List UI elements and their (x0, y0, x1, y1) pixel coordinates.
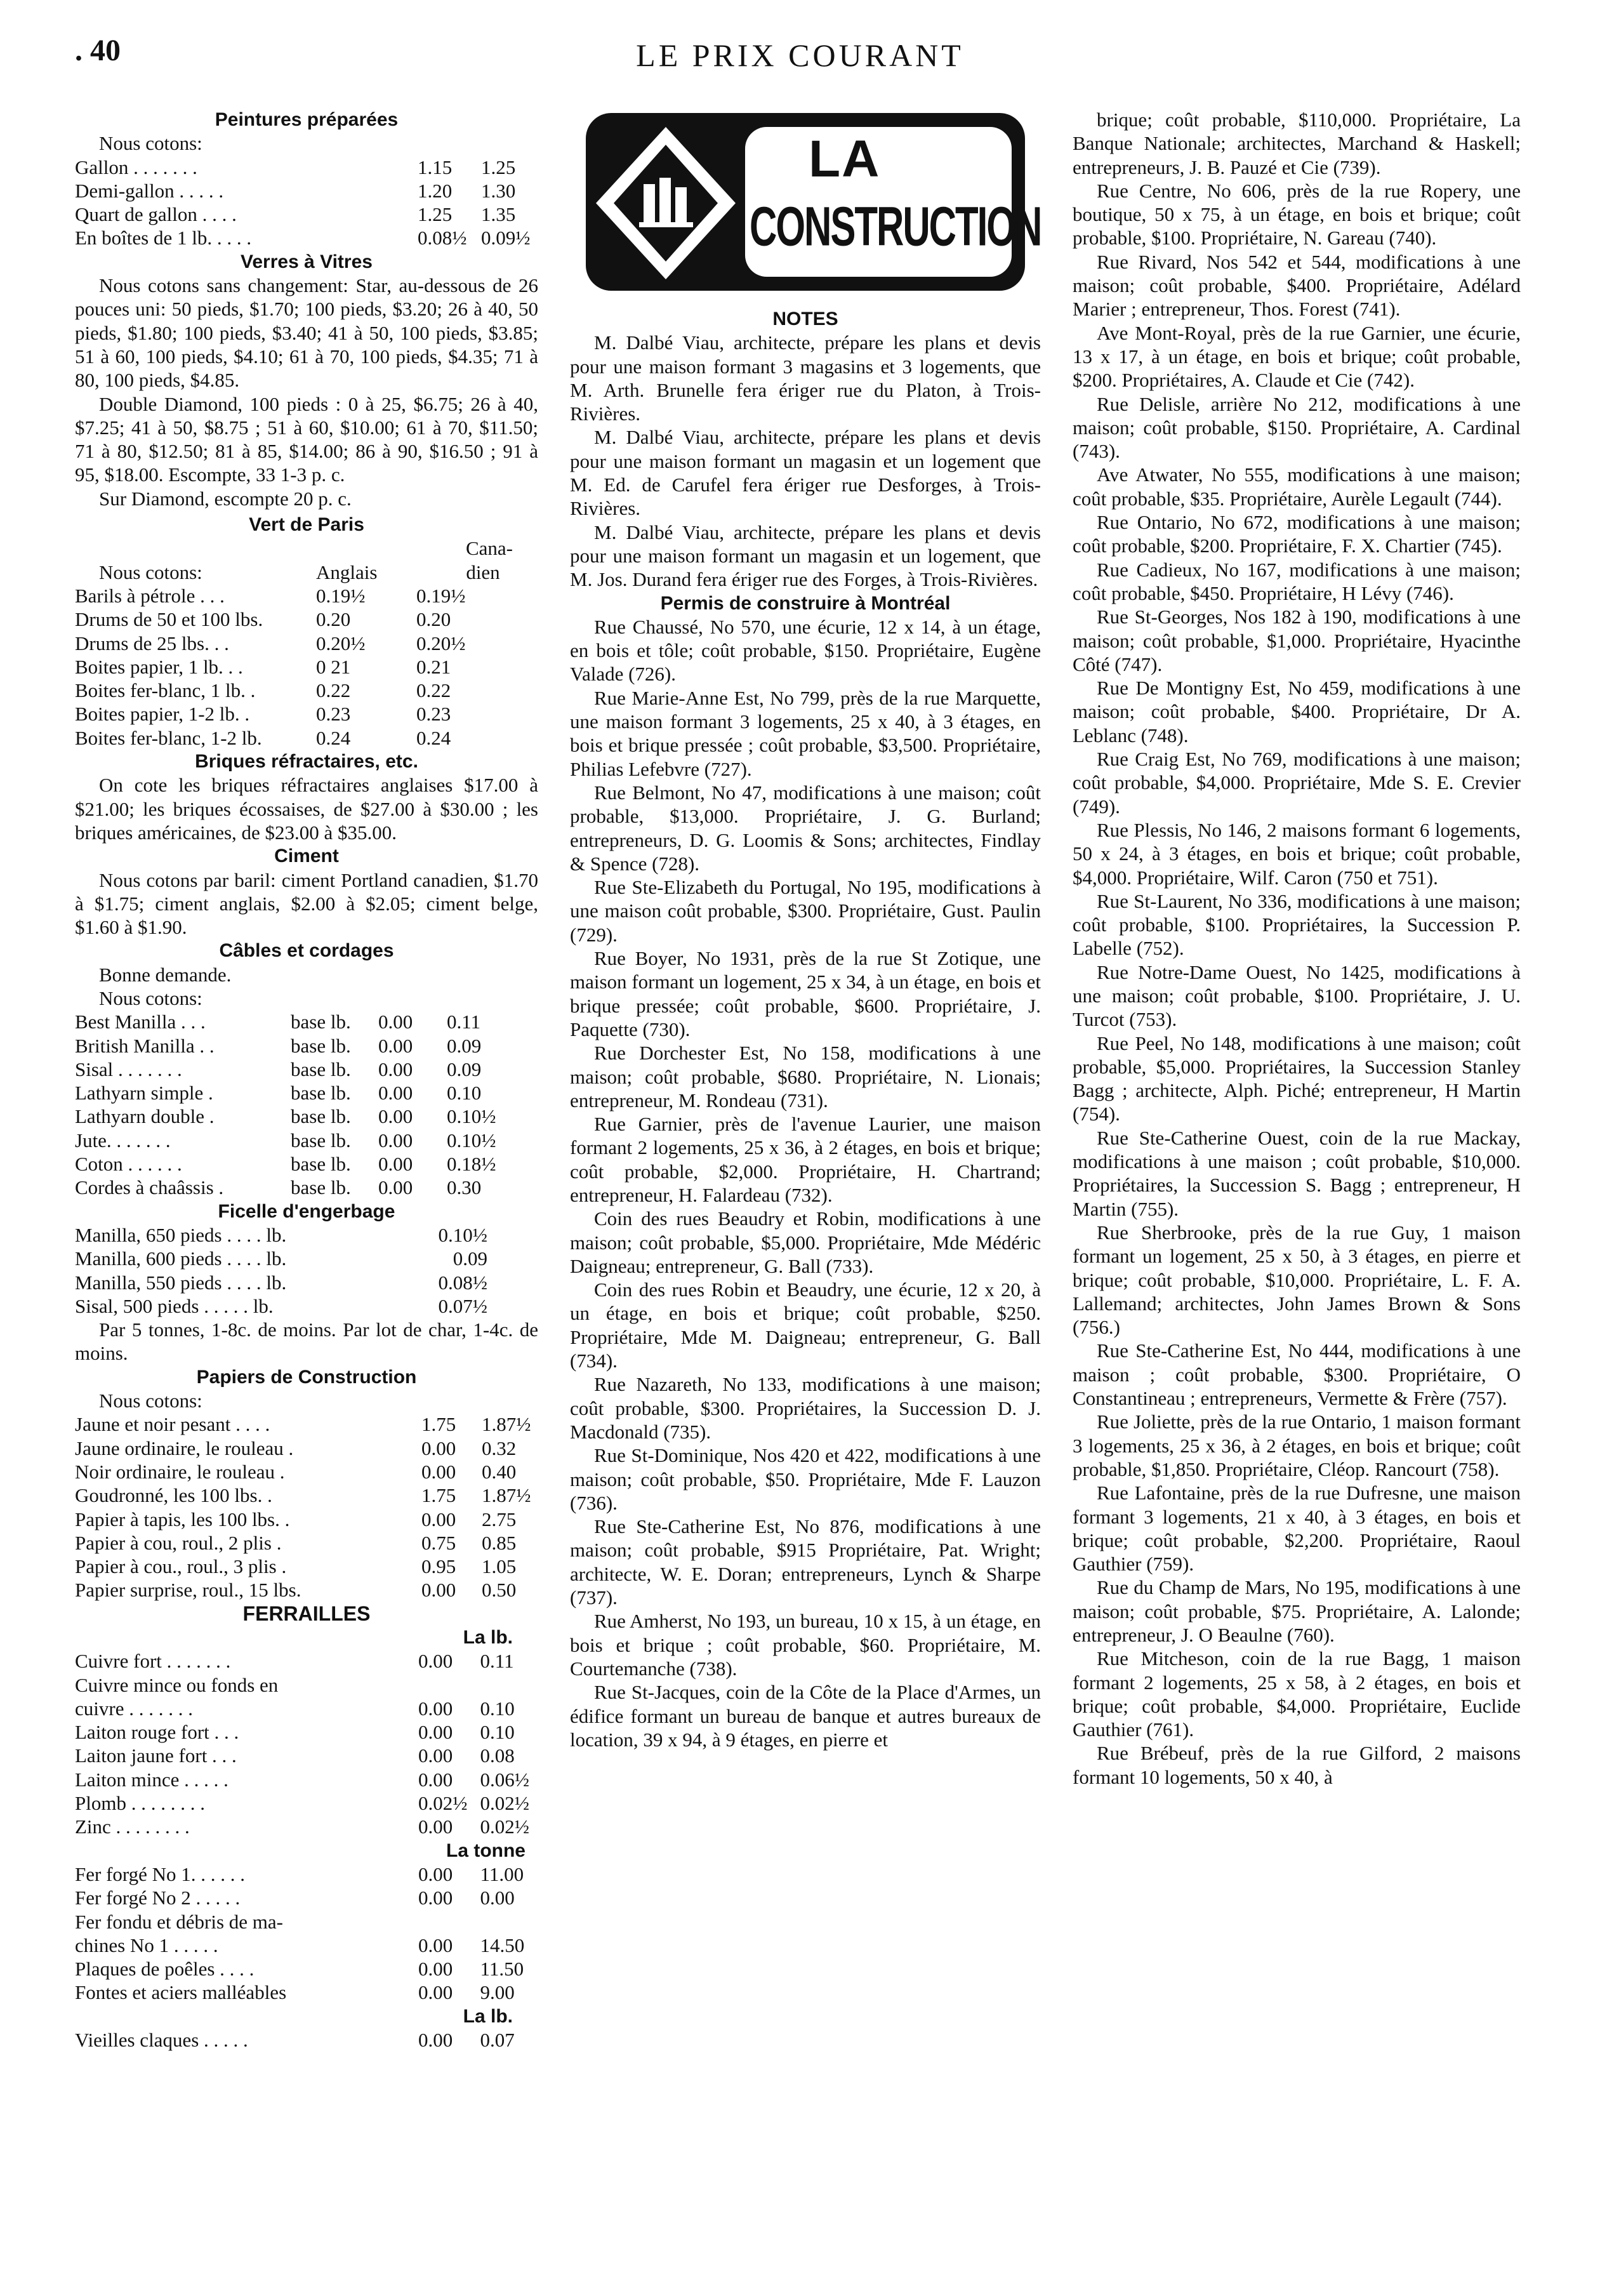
paragraph-group (570, 615, 1041, 1751)
row-value: 1.05 (482, 1555, 517, 1578)
table-row (75, 1862, 538, 1886)
table-row (75, 1886, 538, 1909)
row-label: Laiton rouge fort . . . (75, 1721, 239, 1744)
page-title: LE PRIX COURANT (636, 37, 964, 73)
paragraph: Coin des rues Robin et Beaudry, une écurie, 12 x 20, à un étage, en bois et brique; coût probable, $250. Propriétaire, Mde M. Daigneau; entrepreneur, G. Ball (734). (570, 1278, 1041, 1372)
row-label: Cordes à chaâssis . (75, 1176, 224, 1199)
row-label: Demi-gallon . . . . . (75, 179, 224, 202)
row-value: 0.00 (418, 2029, 453, 2052)
row-label: chines No 1 . . . . . (75, 1934, 218, 1956)
row-value (414, 1910, 477, 1934)
paragraph: Ave Mont-Royal, près de la rue Garnier, une écurie, 13 x 17, à un étage, en bois et brique; coût probable, $200. Propriétaires, A. Claude et Cie (742). (1073, 321, 1521, 392)
table-row (75, 1223, 538, 1247)
row-value: 0.21 (416, 655, 451, 678)
paragraph: Rue Joliette, près de la rue Ontario, 1 maison formant 3 logements, 25 x 36, à 2 étages, en bois et brique; coût probable, $1,850. Propriétaire, Cléop. Rancourt (758). (1073, 1410, 1521, 1480)
paragraph: Rue Rivard, Nos 542 et 544, modifications à une maison; coût probable, $400. Propriétaire, Adélard Marier ; entrepreneur, Thos. Forest (741). (1073, 250, 1521, 321)
row-value: 0.20 (316, 608, 351, 631)
paragraph: Rue Marie-Anne Est, No 799, près de la rue Marquette, une maison formant 3 logements, 25 x 40, à 3 étages, en bois et brique pressée ; coût probable, $3,500. Propriétaire, Philias Lefebvre (727). (570, 686, 1041, 780)
paragraph: Rue Nazareth, No 133, modifications à une maison; coût probable, $300. Propriétaires, la Succession D. J. Macdonald (735). (570, 1373, 1041, 1443)
paragraph: Rue St-Dominique, Nos 420 et 422, modifications à une maison; coût probable, $50. Propriétaire, Mde F. Lauzon (736). (570, 1444, 1041, 1514)
paragraph: Rue Craig Est, No 769, modifications à une maison; coût probable, $4,000. Propriétaire, Mde S. E. Crevier (749). (1073, 748, 1521, 818)
table-row (75, 1697, 538, 1720)
table-row (75, 1981, 538, 2004)
la-construction-logo (583, 108, 1041, 298)
row-value: 0.00 (378, 1034, 413, 1057)
row-value: 0.00 (418, 1650, 453, 1673)
row-label: Barils à pétrole . . . (75, 584, 225, 607)
row-unit: base lb. (291, 1058, 351, 1080)
row-unit: base lb. (291, 1153, 351, 1176)
row-unit: base lb. (291, 1034, 351, 1057)
row-value: 0.00 (421, 1437, 456, 1459)
row-unit: base lb. (291, 1011, 351, 1033)
row-value: 1.15 (418, 156, 453, 178)
paragraph: Rue St-Jacques, coin de la Côte de la Place d'Armes, un édifice formant un bureau de banque et autres bureaux de location, 39 x 94, à 9 étages, en pierre et (570, 1681, 1041, 1751)
row-label: Laiton jaune fort . . . (75, 1744, 237, 1767)
row-label: Coton . . . . . . (75, 1153, 182, 1176)
table-row (75, 1744, 538, 1767)
section-intro: Nous cotons: (99, 132, 202, 155)
row-value: 0.09 (447, 1058, 482, 1080)
row-label: Noir ordinaire, le rouleau . (75, 1460, 285, 1483)
row-value (477, 1910, 539, 1934)
paragraph: Rue Ste-Catherine Ouest, coin de la rue Mackay, modifications à une maison ; coût probable, $10,000. Propriétaires, la Succession S. Bagg ; entrepreneur, H Martin (755). (1073, 1126, 1521, 1220)
row-label: Jaune ordinaire, le rouleau . (75, 1437, 294, 1459)
row-label: Jute. . . . . . . (75, 1129, 171, 1151)
paragraph: Rue Ontario, No 672, modifications à une maison; coût probable, $200. Propriétaire, F. X. Chartier (745). (1073, 511, 1521, 557)
table-row (75, 726, 538, 750)
unit-label: La tonne (446, 1840, 526, 1861)
paragraph: On cote les briques réfractaires anglaises $17.00 à $21.00; les briques écossaises, de $27.00 à $30.00 ; les briques américaines, de $23.00 à $35.00. (75, 774, 538, 844)
paragraph: Rue Brébeuf, près de la rue Gilford, 2 maisons formant 10 logements, 50 x 40, à (1073, 1742, 1521, 1788)
section-heading: Briques réfractaires, etc. (195, 751, 418, 773)
table-row (75, 1720, 538, 1744)
row-label: cuivre . . . . . . . (75, 1697, 193, 1720)
row-value: 11.50 (480, 1958, 524, 1981)
table-row (75, 1649, 538, 1673)
row-value: 0.00 (418, 1768, 453, 1791)
row-label: Manilla, 650 pieds . . . . lb. (75, 1223, 287, 1246)
paragraph: Rue Boyer, No 1931, près de la rue St Zotique, une maison formant un logement, 25 x 34, à un étage, en bois et brique pressée; coût probable, $600. Propriétaire, J. Paquette (730). (570, 947, 1041, 1040)
paragraph: M. Dalbé Viau, architecte, prépare les plans et devis pour une maison formant un magasin et un logement que M. Ed. de Carufel fera ériger rue Desforges, à Trois-Rivières. (570, 426, 1041, 520)
row-value: 0.23 (316, 703, 351, 726)
row-value: 0.22 (416, 679, 451, 702)
paragraph: Sur Diamond, escompte 20 p. c. (99, 487, 352, 510)
price-table (75, 1649, 538, 1838)
table-row (75, 1247, 538, 1270)
row-value: 14.50 (480, 1934, 525, 1956)
row-value: 0.23 (416, 703, 451, 726)
row-value: 0.19½ (416, 584, 466, 607)
row-label: Zinc . . . . . . . . (75, 1815, 190, 1838)
row-value: 0.10 (447, 1082, 482, 1105)
section-heading: Ficelle d'engerbage (218, 1200, 395, 1222)
table-row (75, 226, 538, 249)
table-row (75, 679, 538, 702)
row-label: Papier à tapis, les 100 lbs. . (75, 1508, 290, 1530)
column-prices (75, 108, 538, 2052)
table-row (75, 1412, 538, 1436)
table-row (75, 1815, 538, 1838)
table-row (75, 179, 538, 202)
table-row (75, 632, 538, 655)
paragraph: Rue De Montigny Est, No 459, modifications à une maison; coût probable, $400. Propriétaire, Dr A. Leblanc (748). (1073, 677, 1521, 747)
unit-label: La lb. (463, 2005, 513, 2027)
row-value: 0.00 (378, 1058, 413, 1080)
paragraph: Rue Cadieux, No 167, modifications à une maison; coût probable, $450. Propriétaire, H Lévy (746). (1073, 558, 1521, 604)
paragraph: Rue Lafontaine, près de la rue Dufresne, une maison formant 3 logements, 21 x 40, à 3 étages, en bois et brique; coût probable, $2,200. Propriétaire, Raoul Gauthier (759). (1073, 1482, 1521, 1576)
table-row (75, 1934, 538, 1957)
paragraph: Rue Mitcheson, coin de la rue Bagg, 1 maison formant 2 logements, 25 x 58, à 2 étages, en bois et brique; coût probable, $4,000. Propriétaire, Euclide Gauthier (761). (1073, 1647, 1521, 1741)
column-permits-continued (1073, 108, 1521, 1789)
row-value (477, 1673, 539, 1697)
row-value: 0.00 (378, 1011, 413, 1033)
paragraph: Rue Notre-Dame Ouest, No 1425, modifications à une maison; coût probable, $100. Propriétaire, J. U. Turcot (753). (1073, 960, 1521, 1031)
table-row (75, 1768, 538, 1791)
row-value: 0.00 (418, 1981, 453, 2004)
row-value: 0.20½ (316, 632, 366, 654)
row-value: 0.00 (378, 1105, 413, 1128)
logo-text-construction: CONSTRUCTION (750, 196, 1041, 258)
row-label: Lathyarn simple . (75, 1082, 213, 1105)
table-row (75, 584, 538, 607)
row-label: Sisal, 500 pieds . . . . . lb. (75, 1294, 274, 1317)
row-label: Plaques de poêles . . . . (75, 1958, 255, 1981)
table-row (75, 1791, 538, 1815)
paragraph: M. Dalbé Viau, architecte, prépare les plans et devis pour une maison formant un magasin et un logement, que M. Jos. Durand fera ériger rue des Forges, à Trois-Rivières. (570, 521, 1041, 591)
row-label: Lathyarn double . (75, 1105, 215, 1128)
row-label: Boites papier, 1-2 lb. . (75, 703, 250, 726)
row-value: 0.11 (447, 1011, 481, 1033)
table-row (75, 1271, 538, 1294)
section-heading: Peintures préparées (215, 109, 399, 130)
row-value: 0.09½ (481, 227, 531, 249)
row-label: Drums de 50 et 100 lbs. (75, 608, 263, 631)
table-header: Nous cotons: Anglais dien (99, 561, 500, 583)
row-value: 0.09 (453, 1247, 487, 1270)
page-number: . 40 (75, 34, 121, 67)
paragraph: Rue St-Laurent, No 336, modifications à une maison; coût probable, $100. Propriétaires, la Succession P. Labelle (752). (1073, 889, 1521, 960)
row-value: 0.07½ (438, 1294, 487, 1317)
paragraph: Rue Peel, No 148, modifications à une maison; coût probable, $5,000. Propriétaires, la Succession Stanley Bagg ; architecte, Alph. Piché; entrepreneur, H Martin (754). (1073, 1032, 1521, 1125)
paragraph: Rue Ste-Catherine Est, No 444, modifications à une maison ; coût probable, $300. Propriétaire, O Constantineau ; entrepreneurs, Vermette & Frère (757). (1073, 1339, 1521, 1410)
row-value: 0.09 (447, 1034, 482, 1057)
row-label: Sisal . . . . . . . (75, 1058, 182, 1080)
row-value: 0.02½ (480, 1815, 529, 1838)
paragraph: M. Dalbé Viau, architecte, prépare les plans et devis pour une maison formant 3 magasins et 3 logements, que M. Arth. Brunelle fera ériger rue du Platon, à Trois-Rivières. (570, 331, 1041, 425)
row-value: 0.11 (480, 1650, 514, 1673)
row-unit: base lb. (291, 1176, 351, 1199)
row-label: Laiton mince . . . . . (75, 1768, 228, 1791)
row-label: Goudronné, les 100 lbs. . (75, 1484, 272, 1507)
section-heading: Câbles et cordages (219, 940, 394, 962)
table-row (75, 1910, 538, 1934)
section-heading: Papiers de Construction (196, 1366, 417, 1388)
row-label: Plomb . . . . . . . . (75, 1792, 205, 1815)
row-value: 0.20½ (416, 632, 466, 654)
section-heading: Verres à Vitres (241, 251, 373, 272)
row-value: 0.40 (482, 1460, 517, 1483)
table-row (75, 1460, 538, 1483)
paragraph: brique; coût probable, $110,000. Propriétaire, La Banque Nationale; architectes, Marchand & Haskell; entrepreneurs, J. B. Pauzé et Cie (739). (1073, 109, 1521, 178)
paragraph: Rue Delisle, arrière No 212, modifications à une maison; coût probable, $150. Propriétaire, A. Cardinal (743). (1073, 392, 1521, 463)
price-table (75, 156, 538, 250)
row-value: 0.00 (418, 1958, 453, 1981)
column-notes (570, 108, 1041, 1751)
row-label: Gallon . . . . . . . (75, 156, 197, 178)
row-value: 0.00 (378, 1129, 413, 1151)
row-value: 1.25 (481, 156, 516, 178)
table-row (75, 1531, 538, 1555)
row-value: 1.75 (421, 1413, 456, 1436)
row-value: 0.75 (421, 1531, 456, 1554)
table-row (75, 1081, 538, 1105)
table-header: Cana- (465, 537, 513, 560)
row-label: Cuivre fort . . . . . . . (75, 1650, 231, 1673)
row-value: 0.19½ (316, 584, 366, 607)
row-label: Vieilles claques . . . . . (75, 2029, 248, 2052)
section-heading: Ciment (274, 846, 339, 867)
row-value: 0.00 (378, 1176, 413, 1199)
table-row (75, 1034, 538, 1058)
row-value: 0.08½ (418, 227, 467, 249)
row-value: 0.10½ (438, 1223, 487, 1246)
paragraph: Rue Ste-Elizabeth du Portugal, No 195, modifications à une maison coût probable, $300. Propriétaire, Gust. Paulin (729). (570, 876, 1041, 946)
row-label: Papier à cou, roul., 2 plis . (75, 1531, 282, 1554)
row-label: Fer forgé No 2 . . . . . (75, 1887, 241, 1909)
row-value (414, 1673, 477, 1697)
paragraph: Rue Plessis, No 146, 2 maisons formant 6 logements, 50 x 24, à 3 étages, en bois et brique; coût probable, $4,000. Propriétaire, Wilf. Caron (750 et 751). (1073, 818, 1521, 889)
price-table (75, 1862, 538, 2005)
row-label: Jaune et noir pesant . . . . (75, 1413, 270, 1436)
paragraph: Rue St-Georges, Nos 182 à 190, modifications à une maison; coût probable, $1,000. Propriétaire, Hyacinthe Côté (747). (1073, 606, 1521, 675)
paragraph: Rue Garnier, près de l'avenue Laurier, une maison formant 2 logements, 25 x 36, à 2 étages, en bois et brique; coût probable, $2,000. Propriétaire, H. Chartrand; entrepreneur, H. Falardeau (732). (570, 1113, 1041, 1206)
table-row (75, 607, 538, 631)
row-value: 9.00 (480, 1981, 515, 2004)
row-label: Boites fer-blanc, 1 lb. . (75, 679, 256, 702)
section-intro: Bonne demande. (99, 963, 232, 986)
section-intro: Nous cotons: (99, 986, 202, 1009)
row-unit: base lb. (291, 1082, 351, 1105)
section-heading: NOTES (772, 309, 838, 329)
row-label: Manilla, 550 pieds . . . . lb. (75, 1271, 287, 1294)
row-value: 0.30 (447, 1176, 482, 1199)
table-row (75, 1483, 538, 1507)
row-label: En boîtes de 1 lb. . . . . (75, 227, 252, 249)
table-row (75, 1957, 538, 1981)
row-value: 1.75 (421, 1484, 456, 1507)
row-value: 0.00 (421, 1579, 456, 1602)
row-value: 0.20 (416, 608, 451, 631)
table-row (75, 1673, 538, 1697)
row-value: 0.07 (480, 2029, 515, 2052)
paragraph: Rue Centre, No 606, près de la rue Ropery, une boutique, 50 x 75, à un étage, en bois et brique; coût probable, $100. Propriétaire, N. Gareau (740). (1073, 179, 1521, 249)
paragraph: Nous cotons sans changement: Star, au-dessous de 26 pouces uni: 50 pieds, $1.70; 100 pieds, $3.20; 26 à 40, 50 pieds, $1.80; 100 pieds, $3.40; 41 à 50, 100 pieds, $3.85; 51 à 60, 100 pieds, $4.10; 61 à 70, 100 pieds, $4.35; 71 à 80, 100 pieds, $4.85. (75, 274, 538, 392)
paragraph: Rue Dorchester Est, No 158, modifications à une maison; coût probable, $680. Propriétaire, N. Lionais; entrepreneur, M. Rondeau (731). (570, 1042, 1041, 1112)
table-row (75, 1058, 538, 1081)
row-value: 0.95 (421, 1555, 456, 1578)
row-value: 0.00 (418, 1697, 453, 1720)
paragraph: Double Diamond, 100 pieds : 0 à 25, $6.75; 26 à 40, $7.25; 41 à 50, $8.75 ; 51 à 60, $10.00; 61 à 70, $11.50; 71 à 80, $12.50; 81 à 85, $14.00; 86 à 90, $16.50 ; 91 à 95, $18.00. Escompte, 33 1-3 p. c. (75, 392, 538, 486)
row-label: Manilla, 600 pieds . . . . lb. (75, 1247, 287, 1270)
paragraph: Rue Amherst, No 193, un bureau, 10 x 15, à un étage, en bois et brique ; coût probable, $60. Propriétaire, M. Courtemanche (738). (570, 1610, 1041, 1680)
row-value: 0.18½ (447, 1153, 496, 1176)
row-value: 0.00 (418, 1744, 453, 1767)
row-value: 0.00 (421, 1508, 456, 1530)
row-label: Fer forgé No 1. . . . . . (75, 1862, 246, 1885)
table-row (75, 2028, 538, 2052)
table-row (75, 702, 538, 726)
row-value: 0.00 (418, 1721, 453, 1744)
row-value: 1.20 (418, 179, 453, 202)
row-value: 2.75 (482, 1508, 517, 1530)
row-label: Quart de gallon . . . . (75, 203, 237, 226)
table-row (75, 1508, 538, 1531)
row-unit: base lb. (291, 1129, 351, 1151)
price-table (75, 584, 538, 750)
row-value: 0.50 (482, 1579, 517, 1602)
row-value: 0.02½ (418, 1792, 468, 1815)
table-row (75, 1129, 538, 1152)
row-label: British Manilla . . (75, 1034, 215, 1057)
row-label: Cuivre mince ou fonds en (75, 1673, 279, 1696)
row-value: 0.10½ (447, 1105, 496, 1128)
table-row (75, 1010, 538, 1033)
row-value: 0.10½ (447, 1129, 496, 1151)
row-value: 0.85 (482, 1531, 517, 1554)
row-value: 0.10 (480, 1721, 515, 1744)
paragraph: Rue Sherbrooke, près de la rue Guy, 1 maison formant un logement, 25 x 50, à 3 étages, en pierre et brique; coût probable, $10,000. Propriétaire, L. F. A. Lallemand; architectes, John James Brown & Sons (756.) (1073, 1221, 1521, 1339)
price-table (75, 2028, 538, 2052)
paragraph: Rue Chaussé, No 570, une écurie, 12 x 14, à un étage, en bois et tôle; coût probable, $150. Propriétaire, Eugène Valade (726). (570, 615, 1041, 686)
table-row (75, 1437, 538, 1460)
row-value: 0.00 (378, 1082, 413, 1105)
row-value: 1.87½ (482, 1484, 531, 1507)
paragraph-group (75, 274, 538, 510)
row-value: 1.30 (481, 179, 516, 202)
row-value: 1.87½ (482, 1413, 531, 1436)
paragraph: Rue du Champ de Mars, No 195, modifications à une maison; coût probable, $75. Propriétaire, A. Lalonde; entrepreneur, J. O Beaulne (760). (1073, 1576, 1521, 1646)
paragraph: Ave Atwater, No 555, modifications à une maison; coût probable, $35. Propriétaire, Aurèle Legault (744). (1073, 463, 1521, 510)
price-table (75, 1223, 538, 1318)
row-value: 0.00 (418, 1934, 453, 1956)
section-heading: FERRAILLES (242, 1602, 371, 1625)
section-heading: Permis de construire à Montréal (660, 592, 951, 614)
paragraph: Nous cotons par baril: ciment Portland canadien, $1.70 à $1.75; ciment anglais, $2.00 à $2.05; ciment belge, $1.60 à $1.90. (75, 868, 538, 939)
table-row (75, 1176, 538, 1199)
row-value: 0 21 (316, 655, 351, 678)
row-label: Fontes et aciers malléables (75, 1981, 287, 2004)
row-label: Boites fer-blanc, 1-2 lb. (75, 726, 262, 749)
row-unit: base lb. (291, 1105, 351, 1128)
price-table (75, 1412, 538, 1602)
row-value: 0.24 (416, 726, 451, 749)
row-value: 0.00 (418, 1887, 453, 1909)
table-row (75, 1555, 538, 1578)
logo-text-la: LA (809, 130, 881, 188)
row-value: 0.08½ (438, 1271, 487, 1294)
table-row (75, 655, 538, 679)
row-label: Papier surprise, roul., 15 lbs. (75, 1579, 301, 1602)
row-value: 0.00 (480, 1887, 515, 1909)
table-row (75, 202, 538, 226)
table-row (75, 1294, 538, 1318)
row-value: 0.24 (316, 726, 351, 749)
section-intro: Nous cotons: (99, 1390, 202, 1412)
table-row (75, 1105, 538, 1128)
table-row (75, 156, 538, 179)
table-row (75, 1578, 538, 1602)
paragraph: Rue Belmont, No 47, modifications à une maison; coût probable, $13,000. Propriétaire, J. G. Burland; entrepreneurs, D. G. Loomis & Sons; architectes, Findlay & Spence (728). (570, 781, 1041, 875)
row-value: 1.25 (418, 203, 453, 226)
row-label: Boites papier, 1 lb. . . (75, 655, 243, 678)
row-value: 0.00 (418, 1815, 453, 1838)
paragraph: Par 5 tonnes, 1-8c. de moins. Par lot de char, 1-4c. de moins. (75, 1318, 538, 1365)
row-value: 1.35 (481, 203, 516, 226)
row-label: Fer fondu et débris de ma- (75, 1910, 283, 1933)
row-label: Papier à cou., roul., 3 plis . (75, 1555, 287, 1578)
section-heading: Vert de Paris (249, 514, 364, 536)
row-value: 0.00 (418, 1862, 453, 1885)
row-value: 0.08 (480, 1744, 515, 1767)
paragraph-group (1073, 108, 1521, 1789)
row-value: 0.22 (316, 679, 351, 702)
row-value: 0.02½ (480, 1792, 529, 1815)
paragraph: Rue Ste-Catherine Est, No 876, modifications à une maison; coût probable, $915 Propriétaire, Pat. Wright; architecte, W. E. Doran; entrepreneurs, Lynch & Sharpe (737). (570, 1515, 1041, 1609)
row-value: 0.00 (421, 1460, 456, 1483)
row-value: 0.00 (378, 1153, 413, 1176)
row-value: 0.10 (480, 1697, 515, 1720)
price-table (75, 1010, 538, 1199)
table-row (75, 1152, 538, 1176)
paragraph-group (570, 331, 1041, 591)
paragraph: Coin des rues Beaudry et Robin, modifications à une maison; coût probable, $5,000. Propriétaire, Mde Médéric Daigneau; entrepreneur, G. Ball (733). (570, 1207, 1041, 1277)
unit-label: La lb. (463, 1627, 513, 1648)
row-value: 0.06½ (480, 1768, 529, 1791)
row-value: 11.00 (480, 1862, 524, 1885)
row-value: 0.32 (482, 1437, 517, 1459)
row-label: Drums de 25 lbs. . . (75, 632, 229, 654)
row-label: Best Manilla . . . (75, 1011, 206, 1033)
